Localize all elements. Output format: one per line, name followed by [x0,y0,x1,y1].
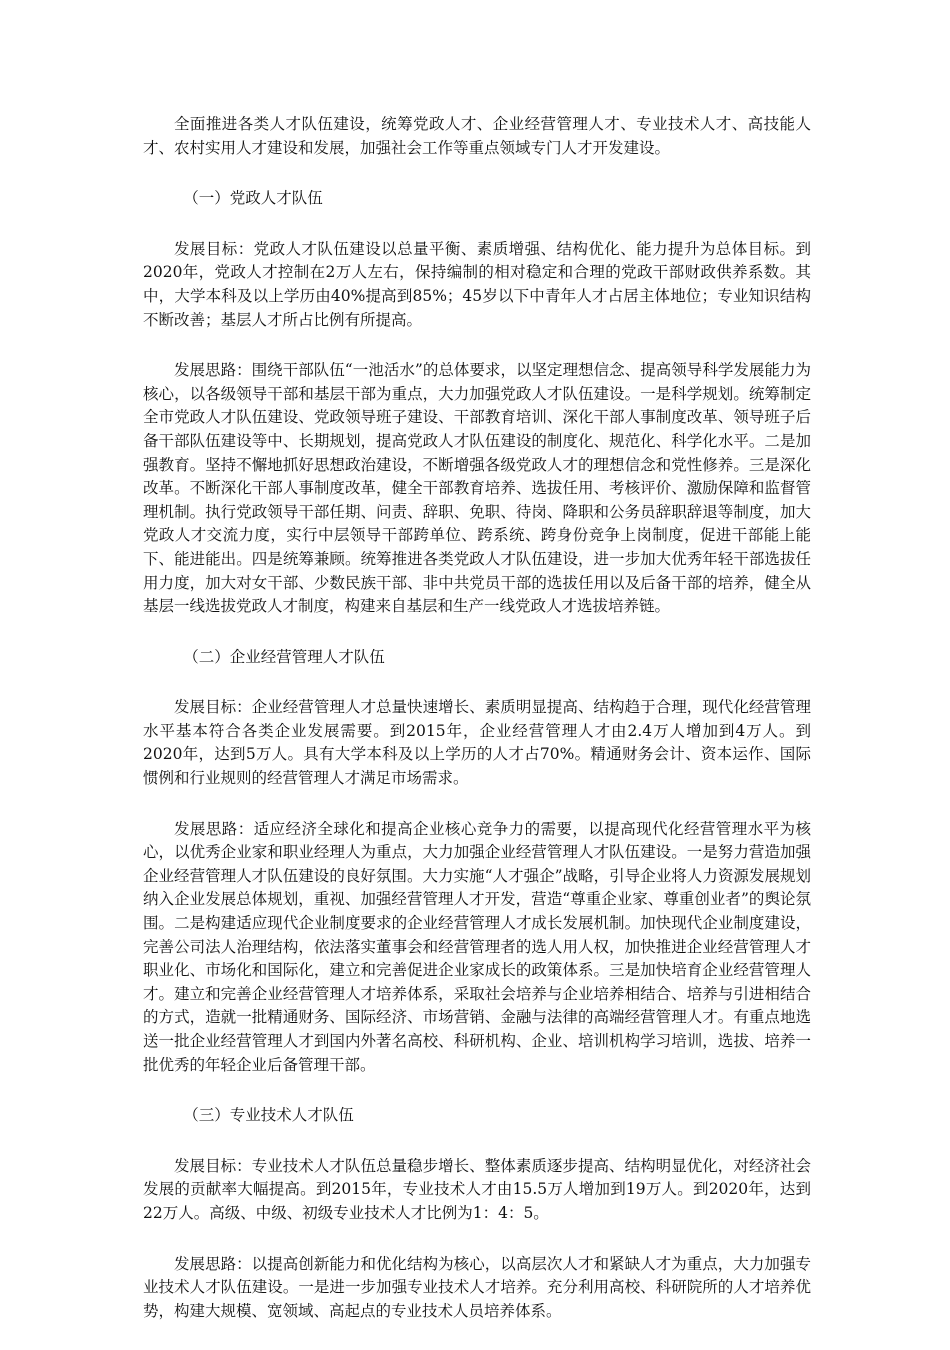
approach-paragraph-party-government: 发展思路：围绕干部队伍“一池活水”的总体要求，以坚定理想信念、提高领导科学发展能力为核心，以各级领导干部和基层干部为重点，大力加强党政人才队伍建设。一是科学规划。统筹制定全市党政人才队伍建设、党政领导班子建设、干部教育培训、深化干部人事制度改革、领导班子后备干部队伍建设等中、长期规划，提高党政人才队伍建设的制度化、规范化、科学化水平。二是加强教育。坚持不懈地抓好思想政治建设，不断增强各级党政人才的理想信念和党性修养。三是深化改革。不断深化干部人事制度改革，健全干部教育培养、选拔任用、考核评价、激励保障和监督管理机制。执行党政领导干部任期、问责、辞职、免职、待岗、降职和公务员辞职辞退等制度，加大党政人才交流力度，实行中层领导干部跨单位、跨系统、跨身份竞争上岗制度，促进干部能上能下、能进能出。四是统筹兼顾。统筹推进各类党政人才队伍建设，进一步加大优秀年轻干部选拔任用力度，加大对女干部、少数民族干部、非中共党员干部的选拔任用以及后备干部的培养，健全从基层一线选拔党政人才制度，构建来自基层和生产一线党政人才选拔培养链。 [143,361,811,616]
section-heading-professional-technical: （三）专业技术人才队伍 [183,1106,354,1125]
section-heading-enterprise-management: （二）企业经营管理人才队伍 [183,647,385,666]
document-body [143,113,811,1350]
approach-paragraph-professional-technical: 发展思路：以提高创新能力和优化结构为核心，以高层次人才和紧缺人才为重点，大力加强专业技术人才队伍建设。一是进一步加强专业技术人才培养。充分利用高校、科研院所的人才培养优势，构建大规模、宽领域、高起点的专业技术人员培养体系。 [143,1254,811,1320]
goal-paragraph-party-government: 发展目标：党政人才队伍建设以总量平衡、素质增强、结构优化、能力提升为总体目标。到2020年，党政人才控制在2万人左右，保持编制的相对稳定和合理的党政干部财政供养系数。其中，大学本科及以上学历由40%提高到85%；45岁以下中青年人才占居主体地位；专业知识结构不断改善；基层人才所占比例有所提高。 [143,239,811,329]
intro-paragraph: 全面推进各类人才队伍建设，统筹党政人才、企业经营管理人才、专业技术人才、高技能人才、农村实用人才建设和发展，加强社会工作等重点领域专门人才开发建设。 [143,115,811,157]
goal-paragraph-professional-technical: 发展目标：专业技术人才队伍总量稳步增长、整体素质逐步提高、结构明显优化，对经济社会发展的贡献率大幅提高。到2015年，专业技术人才由15.5万人增加到19万人。到2020年，达到22万人。高级、中级、初级专业技术人才比例为1：4：5。 [143,1156,811,1222]
section-heading-party-government: （一）党政人才队伍 [183,189,323,208]
goal-paragraph-enterprise-management: 发展目标：企业经营管理人才总量快速增长、素质明显提高、结构趋于合理，现代化经营管理水平基本符合各类企业发展需要。到2015年，企业经营管理人才由2.4万人增加到4万人。到2020年，达到5万人。具有大学本科及以上学历的人才占70%。精通财务会计、资本运作、国际惯例和行业规则的经营管理人才满足市场需求。 [143,698,811,788]
approach-paragraph-enterprise-management: 发展思路：适应经济全球化和提高企业核心竞争力的需要，以提高现代化经营管理水平为核心，以优秀企业家和职业经理人为重点，大力加强企业经营管理人才队伍建设。一是努力营造加强企业经营管理人才队伍建设的良好氛围。大力实施“人才强企”战略，引导企业将人力资源发展规划纳入企业发展总体规划，重视、加强经营管理人才开发，营造“尊重企业家、尊重创业者”的舆论氛围。二是构建适应现代企业制度要求的企业经营管理人才成长发展机制。加快现代企业制度建设，完善公司法人治理结构，依法落实董事会和经营管理者的选人用人权，加快推进企业经营管理人才职业化、市场化和国际化，建立和完善促进企业家成长的政策体系。三是加快培育企业经营管理人才。建立和完善企业经营管理人才培养体系，采取社会培养与企业培养相结合、培养与引进相结合的方式，造就一批精通财务、国际经济、市场营销、金融与法律的高端经营管理人才。有重点地选送一批企业经营管理人才到国内外著名高校、科研机构、企业、培训机构学习培训，选拔、培养一批优秀的年轻企业后备管理干部。 [143,819,811,1074]
